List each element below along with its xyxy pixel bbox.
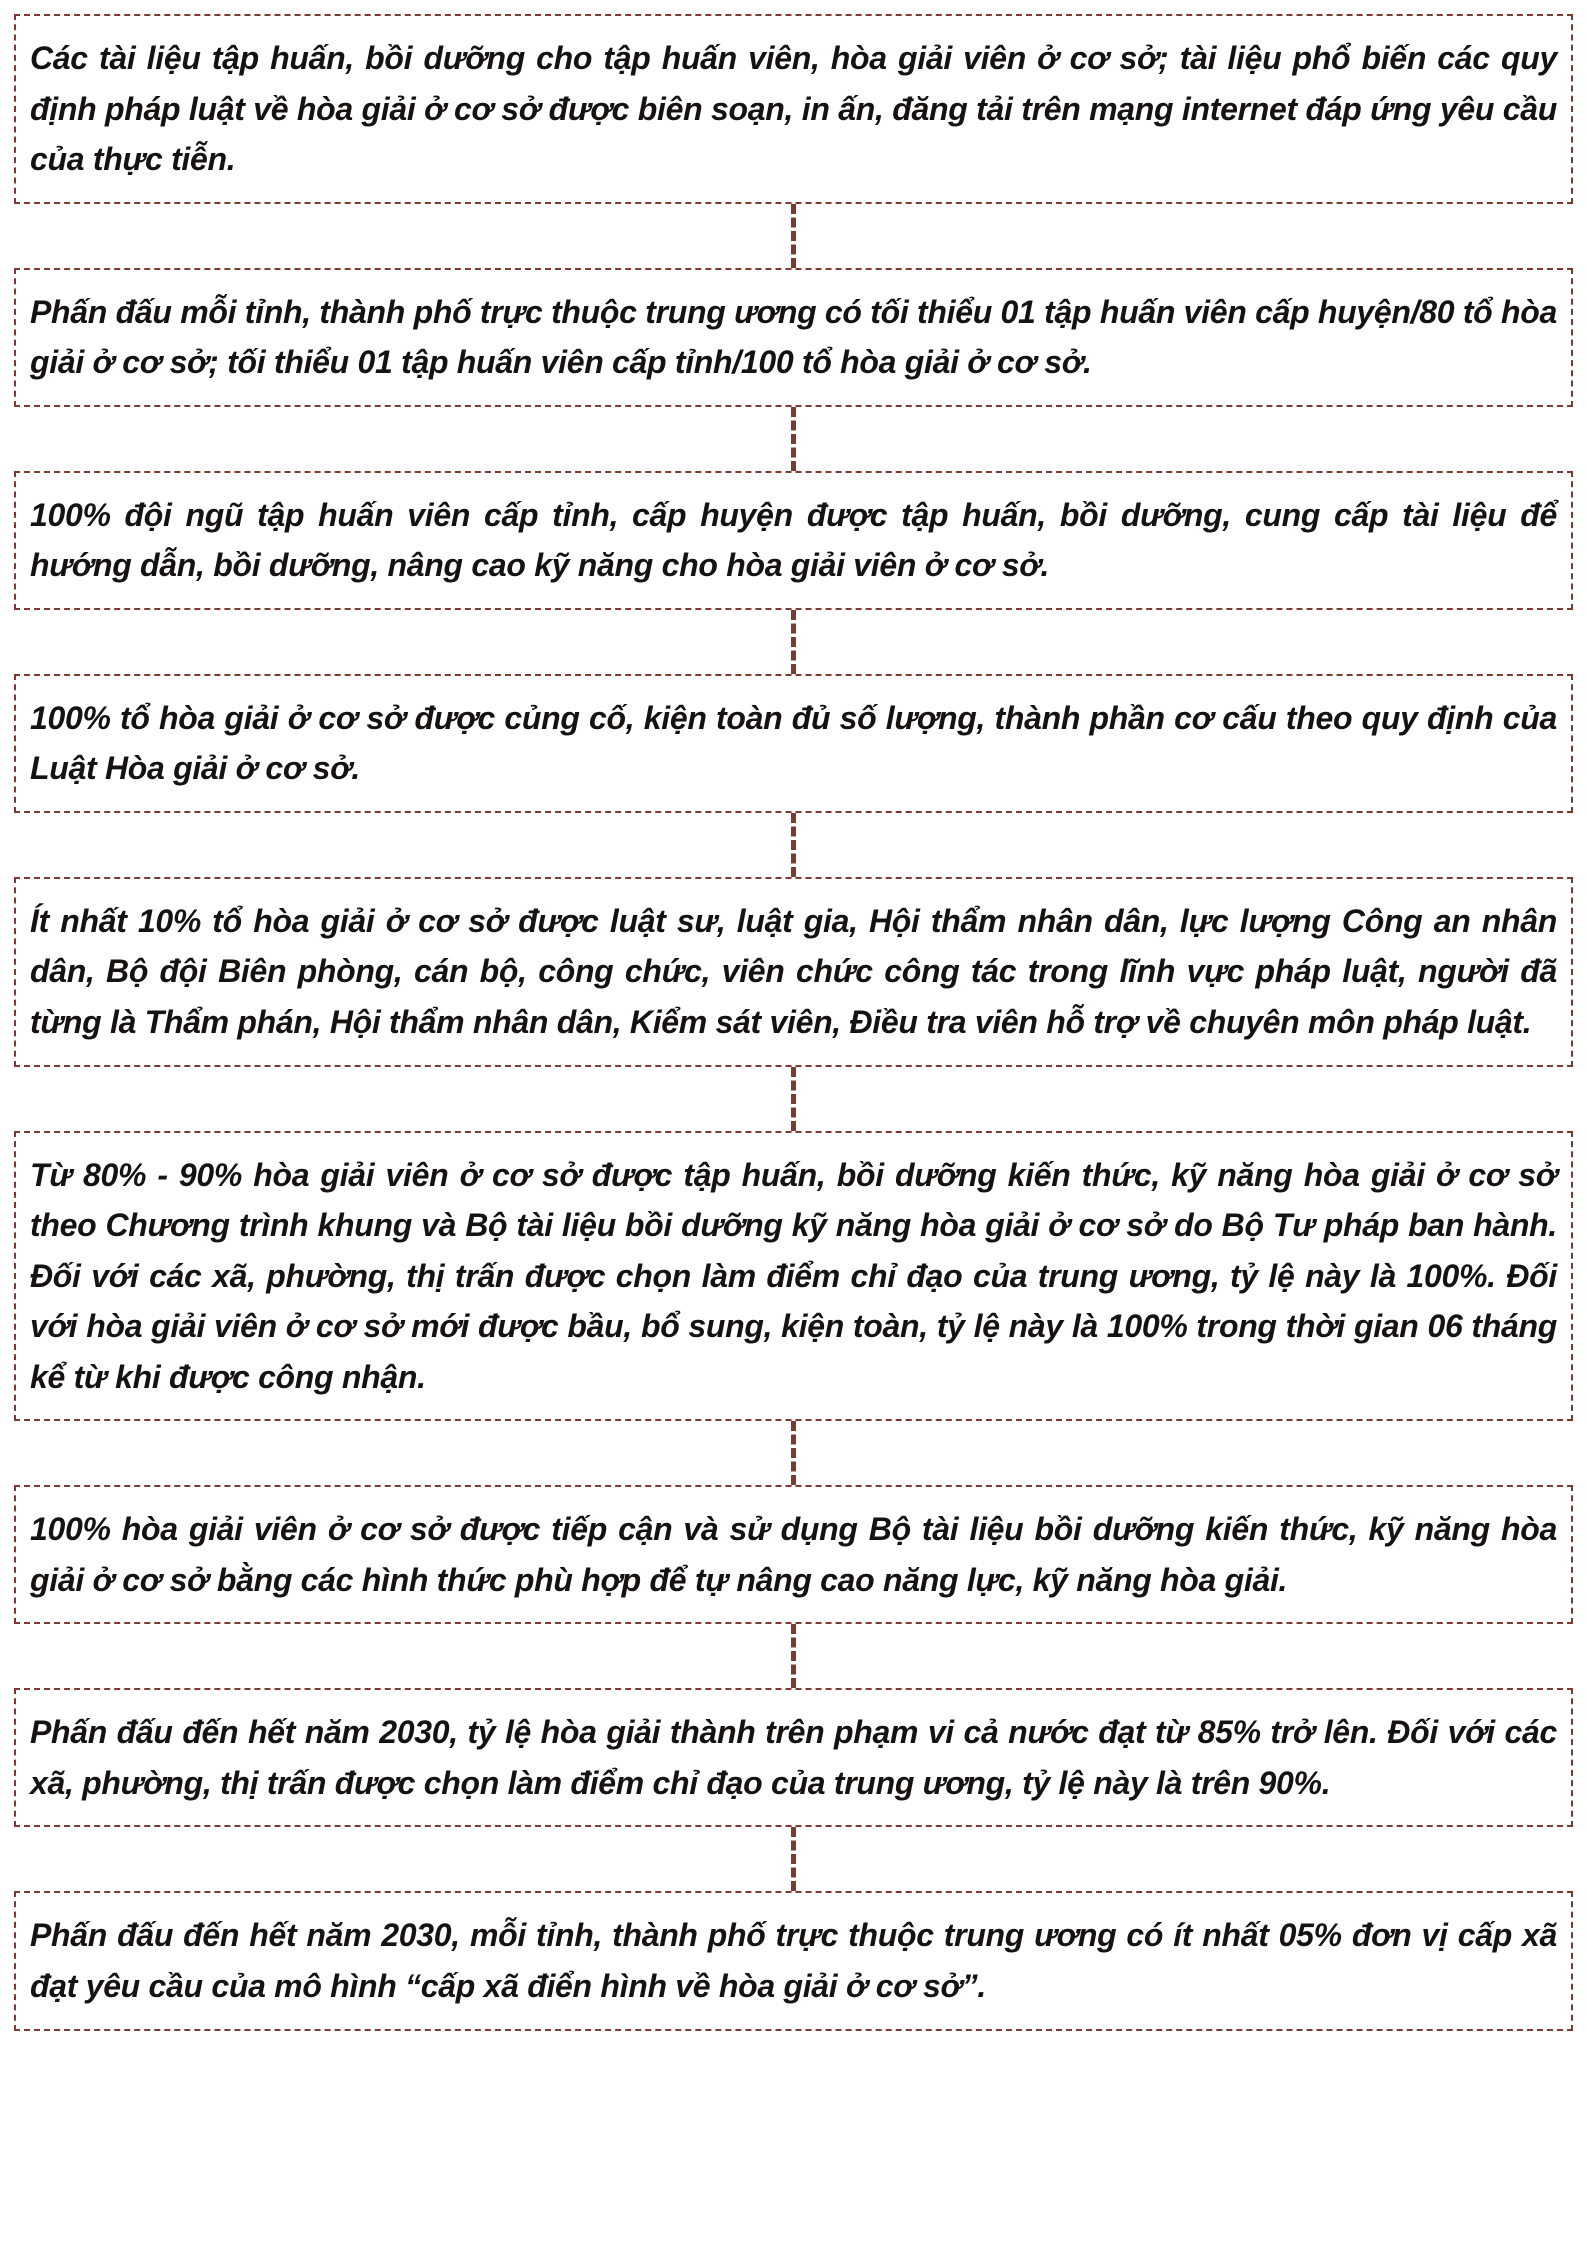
goal-box-5 (14, 877, 1573, 1067)
connector-line-5 (791, 1067, 796, 1131)
goal-box-2 (14, 268, 1573, 407)
goal-box-7 (14, 1485, 1573, 1624)
goal-box-4 (14, 674, 1573, 813)
goal-text-1: Các tài liệu tập huấn, bồi dưỡng cho tập huấn viên, hòa giải viên ở cơ sở; tài liệu phổ biến các quy định pháp luật về hòa giải ở cơ sở được biên soạn, in ấn, đăng tải trên mạng internet đáp ứng yêu cầu của thực tiễn. (30, 40, 1557, 178)
goal-text-9: Phấn đấu đến hết năm 2030, mỗi tỉnh, thành phố trực thuộc trung ương có ít nhất 05% đơn vị cấp xã đạt yêu cầu của mô hình “cấp xã điển hình về hòa giải ở cơ sở”. (30, 1917, 1557, 2005)
goal-box-8 (14, 1688, 1573, 1827)
goal-box-1 (14, 14, 1573, 204)
goal-box-9 (14, 1891, 1573, 2030)
goal-box-3 (14, 471, 1573, 610)
connector-line-2 (791, 407, 796, 471)
goal-text-4: 100% tổ hòa giải ở cơ sở được củng cố, kiện toàn đủ số lượng, thành phần cơ cấu theo quy định của Luật Hòa giải ở cơ sở. (30, 699, 1557, 787)
connector-line-3 (791, 610, 796, 674)
connector-line-4 (791, 813, 796, 877)
connector-line-6 (791, 1421, 796, 1485)
connector-line-1 (791, 204, 796, 268)
goal-text-8: Phấn đấu đến hết năm 2030, tỷ lệ hòa giải thành trên phạm vi cả nước đạt từ 85% trở lên. Đối với các xã, phường, thị trấn được chọn làm điểm chỉ đạo của trung ương, tỷ lệ này là trên 90%. (30, 1714, 1557, 1801)
goal-box-6 (14, 1131, 1573, 1422)
connector-line-7 (791, 1624, 796, 1688)
connector-line-8 (791, 1827, 796, 1891)
goal-text-6: Từ 80% - 90% hòa giải viên ở cơ sở được tập huấn, bồi dưỡng kiến thức, kỹ năng hòa giải ở cơ sở theo Chương trình khung và Bộ tài liệu bồi dưỡng kỹ năng hòa giải ở cơ sở do Bộ Tư pháp ban hành. Đối với các xã, phường, thị trấn được chọn làm điểm chỉ đạo của trung ương, tỷ lệ này là 100%. Đối với hòa giải viên ở cơ sở mới được bầu, bổ sung, kiện toàn, tỷ lệ này là 100% trong thời gian 06 tháng kể từ khi được công nhận. (30, 1156, 1557, 1395)
goal-text-5: Ít nhất 10% tổ hòa giải ở cơ sở được luật sư, luật gia, Hội thẩm nhân dân, lực lượng Công an nhân dân, Bộ đội Biên phòng, cán bộ, công chức, viên chức công tác trong lĩnh vực pháp luật, người đã từng là Thẩm phán, Hội thẩm nhân dân, Kiểm sát viên, Điều tra viên hỗ trợ về chuyên môn pháp luật. (30, 902, 1557, 1041)
goal-text-2: Phấn đấu mỗi tỉnh, thành phố trực thuộc trung ương có tối thiểu 01 tập huấn viên cấp huyện/80 tổ hòa giải ở cơ sở; tối thiểu 01 tập huấn viên cấp tỉnh/100 tổ hòa giải ở cơ sở. (30, 293, 1558, 381)
goal-text-7: 100% hòa giải viên ở cơ sở được tiếp cận và sử dụng Bộ tài liệu bồi dưỡng kiến thức, kỹ năng hòa giải ở cơ sở bằng các hình thức phù hợp để tự nâng cao năng lực, kỹ năng hòa giải. (30, 1511, 1557, 1598)
goals-flow-diagram (0, 14, 1587, 2031)
goal-text-3: 100% đội ngũ tập huấn viên cấp tỉnh, cấp huyện được tập huấn, bồi dưỡng, cung cấp tài liệu để hướng dẫn, bồi dưỡng, nâng cao kỹ năng cho hòa giải viên ở cơ sở. (30, 496, 1557, 584)
